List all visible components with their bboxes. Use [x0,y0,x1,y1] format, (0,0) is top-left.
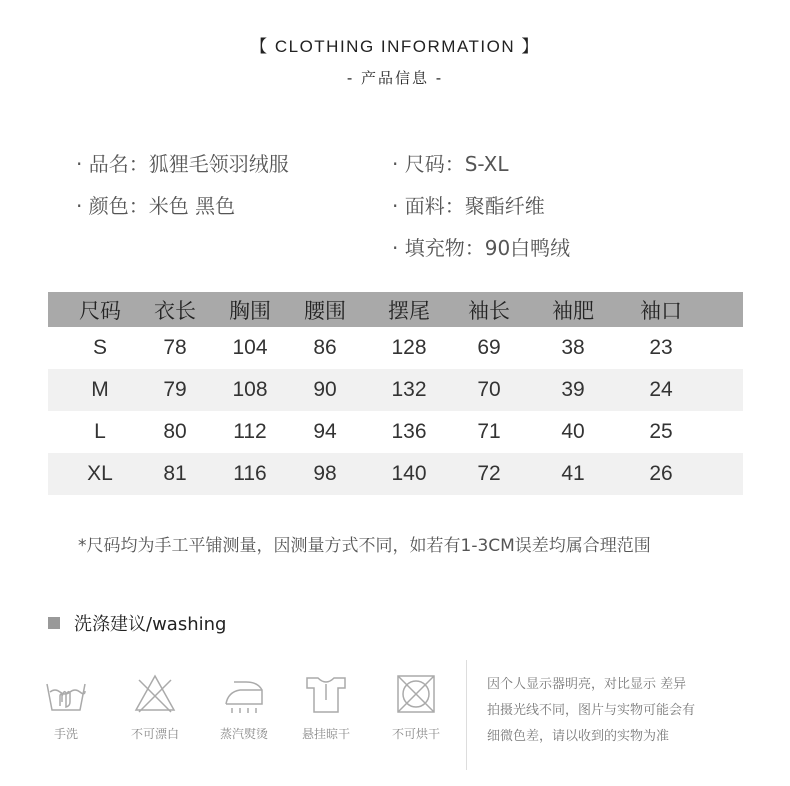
washing-section-title [48,610,226,636]
size-table [48,292,743,495]
no-tumble-dry-icon [394,672,438,716]
table-cell: 132 [391,378,427,401]
table-cell: 26 [649,462,673,485]
table-cell: 78 [163,336,187,359]
hang-dry-icon [304,672,348,716]
table-row [48,453,743,495]
header-cell: 尺码 [79,298,121,323]
info-name: · 品名：狐狸毛领羽绒服 [76,152,289,176]
table-cell: 39 [561,378,585,401]
no-bleach-icon [133,672,177,716]
square-bullet-icon [48,617,60,629]
subtitle: - 产品信息 - [346,69,444,87]
washing-label: 蒸汽熨烫 [219,727,268,741]
divider [466,660,467,770]
info-color: · 颜色：米色 黑色 [76,194,236,218]
table-cell: 23 [649,336,673,359]
header-cell: 袖口 [640,298,682,323]
table-cell: L [94,420,106,443]
table-cell: 136 [391,420,427,443]
measurement-note: *尺码均为手工平铺测量，因测量方式不同，如若有1-3CM误差均属合理范围 [78,536,651,556]
washing-label: 不可烘干 [391,727,440,741]
title: 【 CLOTHING INFORMATION 】 [250,37,540,56]
disclaimer-line: 细微色差，请以收到的实物为准 [487,729,670,744]
table-cell: 108 [232,378,268,401]
washing-label: 手洗 [53,727,78,741]
info-fabric: · 面料：聚酯纤维 [392,194,545,218]
table-cell: 98 [313,462,337,485]
info-filling: · 填充物：90白鸭绒 [392,236,571,260]
table-cell: 71 [477,420,501,443]
table-cell: 112 [233,420,267,443]
table-cell: XL [87,462,113,485]
header-cell: 胸围 [229,298,271,323]
color-disclaimer [487,672,767,750]
table-cell: 80 [163,420,187,443]
table-cell: 140 [391,462,427,485]
table-cell: 81 [163,462,187,485]
header-cell: 腰围 [304,298,346,323]
info-size: · 尺码：S-XL [392,152,509,176]
table-cell: 72 [477,462,501,485]
table-row [48,327,743,369]
table-cell: 41 [561,462,585,485]
header-cell: 袖长 [468,298,510,323]
table-cell: 94 [313,420,337,443]
table-cell: 86 [313,336,337,359]
table-cell: 128 [391,336,427,359]
table-cell: M [91,378,109,401]
table-cell: 104 [232,336,268,359]
washing-title-text: 洗涤建议/washing [74,614,227,635]
table-cell: 79 [163,378,187,401]
table-cell: 70 [477,378,501,401]
table-header [48,292,743,327]
header-cell: 摆尾 [388,298,430,323]
table-cell: 25 [649,420,673,443]
table-cell: S [92,336,107,359]
table-row [48,369,743,411]
disclaimer-line: 因个人显示器明亮，对比显示 差异 [487,677,687,692]
table-cell: 69 [477,336,501,359]
table-cell: 40 [561,420,585,443]
header-cell: 衣长 [154,298,196,323]
hand-wash-icon [44,672,88,716]
table-cell: 38 [561,336,585,359]
table-cell: 116 [233,462,267,485]
steam-iron-icon [222,672,266,716]
washing-label: 不可漂白 [130,727,179,741]
table-cell: 24 [649,378,673,401]
table-row [48,411,743,453]
disclaimer-line: 拍摄光线不同，图片与实物可能会有 [487,703,696,718]
header-cell: 袖肥 [552,298,594,323]
washing-label: 悬挂晾干 [301,727,350,741]
table-cell: 90 [313,378,337,401]
